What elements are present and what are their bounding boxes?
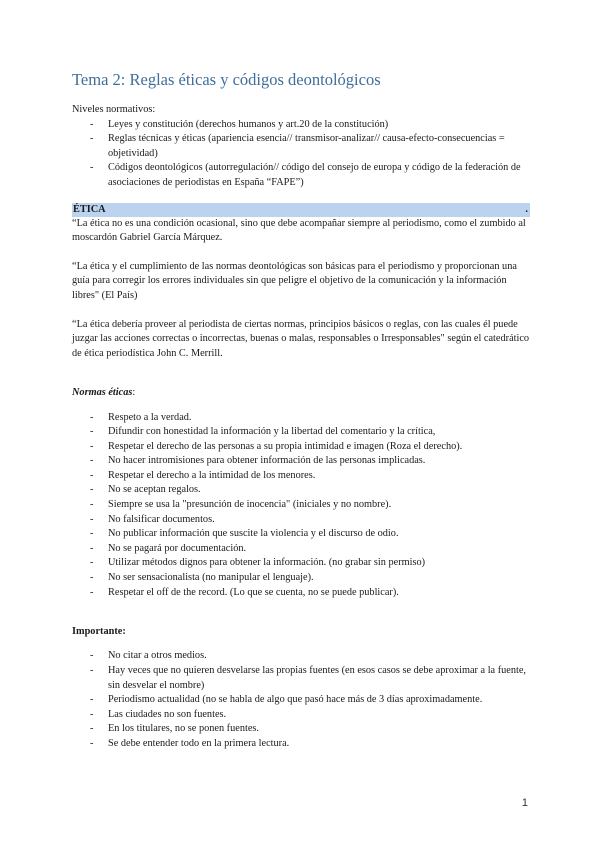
normas-heading: Normas éticas:	[72, 386, 136, 398]
niveles-list	[72, 118, 530, 191]
dash-bullet: -	[90, 737, 94, 749]
document-page	[72, 70, 530, 752]
dash-bullet: -	[90, 118, 94, 130]
quote-merrill: “La ética debería proveer al periodista de ciertas normas, principios básicos o reglas, con las cuales él puede juzgar las acciones correctas o incorrectas, buenas o malas, responsables o Irresponsables" según el catedrático de ética periodística John C. Merrill.	[72, 318, 530, 359]
list-item: - Periodismo actualidad (no se habla de algo que pasó hace más de 3 días aproximadamente.	[72, 693, 530, 708]
dash-bullet: -	[90, 528, 94, 540]
dash-bullet: -	[90, 557, 94, 569]
list-item: - Difundir con honestidad la información y la libertad del comentario y la crítica,	[72, 425, 530, 440]
list-item: - Las ciudades no son fuentes.	[72, 708, 530, 723]
list-item: - No falsificar documentos.	[72, 513, 530, 528]
list-item: - En los titulares, no se ponen fuentes.	[72, 722, 530, 737]
dash-bullet: -	[90, 572, 94, 584]
list-item: - Respetar el derecho a la intimidad de los menores.	[72, 469, 530, 484]
dash-bullet: -	[90, 133, 94, 145]
list-item: - No se pagará por documentación.	[72, 542, 530, 557]
niveles-label: Niveles normativos:	[72, 104, 156, 115]
list-item: - Hay veces que no quieren desvelarse las propias fuentes (en esos casos se debe aproximar a la fuente, sin desvelar el nombre)	[90, 665, 527, 691]
list-item: - Códigos deontológicos (autorregulación// código del consejo de europa y código de la federación de asociaciones de periodistas en España “FAPE”)	[90, 162, 521, 188]
heading-dot: .	[525, 203, 528, 215]
importante-heading: Importante:	[72, 625, 126, 637]
dash-bullet: -	[90, 455, 94, 467]
list-item: - Se debe entender todo en la primera lectura.	[72, 737, 530, 752]
dash-bullet: -	[90, 665, 94, 676]
dash-bullet: -	[90, 499, 94, 511]
list-item: - No se aceptan regalos.	[72, 483, 530, 498]
list-item: - Respetar el off de the record. (Lo que se cuenta, no se puede publicar).	[72, 586, 530, 601]
dash-bullet: -	[90, 440, 94, 452]
list-item: - No publicar información que suscite la violencia y el discurso de odio.	[72, 527, 530, 542]
dash-bullet: -	[90, 542, 94, 554]
dash-bullet: -	[90, 484, 94, 496]
list-item: - Siempre se usa la "presunción de inocencia" (iniciales y no nombre).	[72, 498, 530, 513]
list-item: - Respeto a la verdad.	[72, 411, 530, 426]
etica-heading: ÉTICA .	[73, 203, 528, 215]
list-item: - Utilizar métodos dignos para obtener la información. (no grabar sin permiso)	[72, 556, 530, 571]
page-number: 1	[521, 797, 528, 809]
list-item: - Reglas técnicas y éticas (apariencia esencia// transmisor-analizar// causa-efecto-consecuencias = objetividad)	[90, 133, 505, 159]
dash-bullet: -	[90, 723, 94, 735]
list-item: - No ser sensacionalista (no manipular el lenguaje).	[72, 571, 530, 586]
list-item: - No hacer intromisiones para obtener información de las personas implicadas.	[72, 454, 530, 469]
list-item: - Respetar el derecho de las personas a su propia intimidad e imagen (Roza el derecho).	[72, 440, 530, 455]
dash-bullet: -	[90, 586, 94, 598]
dash-bullet: -	[90, 650, 94, 662]
dash-bullet: -	[90, 411, 94, 423]
dash-bullet: -	[90, 469, 94, 481]
importante-list	[72, 649, 530, 751]
dash-bullet: -	[90, 426, 94, 438]
dash-bullet: -	[90, 708, 94, 720]
normas-list	[72, 411, 530, 601]
list-item: - No citar a otros medios.	[72, 649, 530, 664]
dash-bullet: -	[90, 694, 94, 706]
quote-garcia-marquez: “La ética no es una condición ocasional, sino que debe acompañar siempre al periodismo, como el zumbido al moscardón Gabriel García Márquez.	[72, 217, 526, 244]
list-item: - Leyes y constitución (derechos humanos y art.20 de la constitución)	[72, 118, 530, 133]
quote-el-pais: “La ética y el cumplimiento de las normas deontológicas son básicas para el periodismo y proporcionan una guía para corregir los errores individuales sin que peligre el objetivo de la comunicación y la información libres" (El País)	[72, 260, 517, 301]
page-title: Tema 2: Reglas éticas y códigos deontológicos	[72, 70, 381, 89]
dash-bullet: -	[90, 513, 94, 525]
dash-bullet: -	[90, 162, 94, 174]
